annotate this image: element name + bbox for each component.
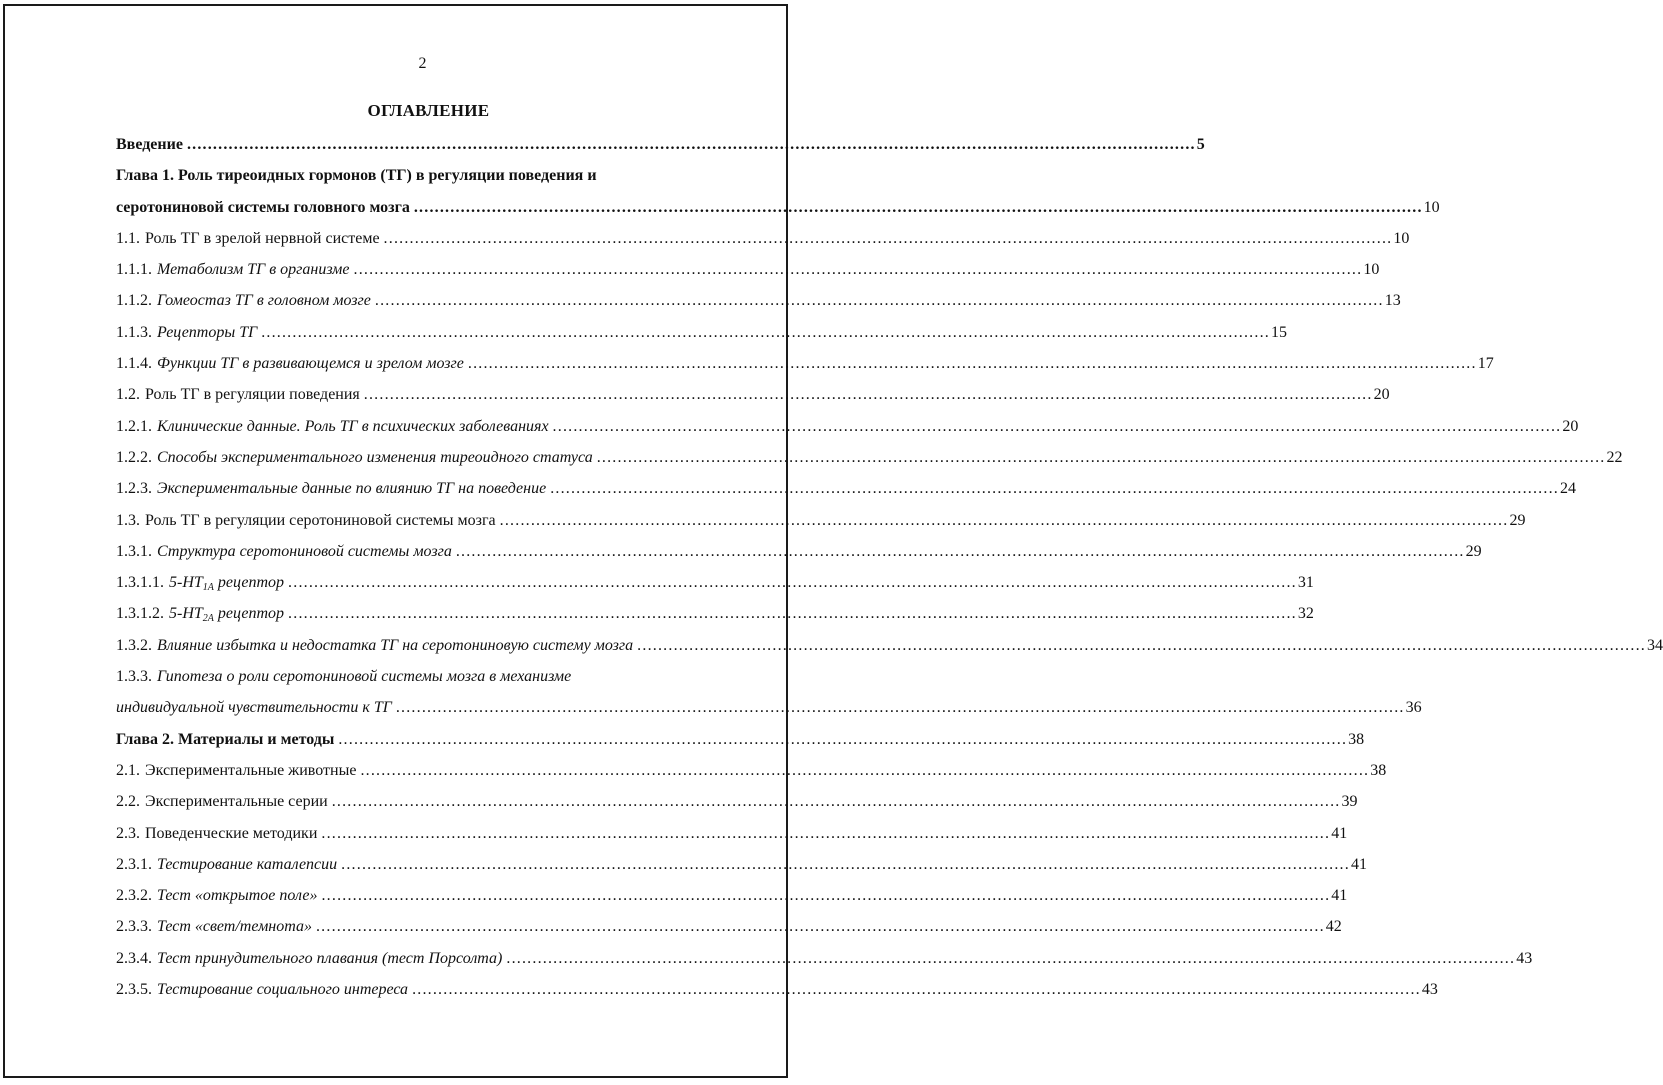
toc-entry-page: 32 — [1297, 605, 1314, 623]
toc-leader — [332, 786, 1341, 817]
toc-entry[interactable] — [116, 317, 1287, 348]
toc-entry-text: Клинические данные. Роль ТГ в психических заболеваниях — [157, 417, 549, 435]
toc-leader — [360, 755, 1369, 786]
toc-entry-page: 41 — [1331, 887, 1348, 905]
toc-entry-text: Тестирование каталепсии — [157, 855, 338, 873]
toc-entry-text: Тест «свет/темнота» — [157, 918, 312, 936]
receptor-name: 5-HT — [169, 574, 203, 592]
toc-entry-page: 29 — [1509, 511, 1526, 529]
toc-entry-text: Функции ТГ в развивающемся и зрелом мозге — [157, 355, 464, 373]
toc-entry-page: 34 — [1646, 636, 1663, 654]
receptor-subscript: 1A — [202, 582, 214, 594]
toc-leader — [354, 254, 1363, 285]
toc-leader — [550, 473, 1559, 504]
toc-entry[interactable] — [116, 567, 1314, 598]
toc-entry[interactable] — [116, 536, 1482, 567]
toc-entry-page: 42 — [1325, 918, 1342, 936]
toc-entry-text: Роль ТГ в зрелой нервной системе — [145, 229, 380, 247]
toc-leader — [316, 911, 1325, 942]
toc-entry-page: 17 — [1477, 355, 1494, 373]
toc-entry-number: 1.1.1. — [116, 261, 152, 279]
toc-entry[interactable] — [116, 692, 1422, 723]
toc-entry-text: Роль ТГ в регуляции серотониновой системы мозга — [145, 511, 496, 529]
toc-leader — [321, 818, 1330, 849]
toc-entry-text: Структура серотониновой системы мозга — [157, 542, 452, 560]
toc-leader — [456, 536, 1465, 567]
receptor-name: 5-HT — [169, 605, 203, 623]
toc-entry-text — [169, 598, 284, 629]
toc-entry-number: 1.3.1. — [116, 542, 152, 560]
toc-entry[interactable] — [116, 849, 1367, 880]
toc-entry-text: Тест принудительного плавания (тест Порсолта) — [157, 949, 503, 967]
toc-leader — [597, 442, 1606, 473]
toc-entry-number: 2.3.1. — [116, 855, 152, 873]
toc-entry-number: 1.2.3. — [116, 480, 152, 498]
toc-entry-page: 41 — [1331, 824, 1348, 842]
toc-leader — [412, 974, 1421, 1005]
toc-leader — [375, 285, 1384, 316]
toc-entry-number: 2.2. — [116, 793, 140, 811]
toc-entry[interactable] — [116, 818, 1348, 849]
toc-entry[interactable] — [116, 911, 1342, 942]
toc-entry-number: 1.3.1.2. — [116, 605, 164, 623]
document-page — [3, 4, 1663, 1078]
toc-entry-page: 15 — [1271, 323, 1287, 341]
toc-entry-number: 1.3. — [116, 511, 140, 529]
receptor-subscript: 2A — [202, 613, 214, 625]
toc-entry-number: 1.2. — [116, 386, 140, 404]
toc-entry[interactable] — [116, 505, 1526, 536]
toc-entry-page: 43 — [1421, 981, 1438, 999]
toc-leader — [261, 317, 1270, 348]
toc-entry-page: 13 — [1384, 292, 1401, 310]
toc-entry-text: Влияние избытка и недостатка ТГ на серотониновую систему мозга — [157, 636, 634, 654]
toc-entry-page: 29 — [1465, 542, 1482, 560]
toc-entry-page: 31 — [1297, 574, 1314, 592]
toc-entry-number: 2.3.3. — [116, 918, 152, 936]
toc-entry[interactable] — [116, 223, 1410, 254]
toc-entry-page: 43 — [1516, 949, 1533, 967]
toc-entry-number: 1.3.2. — [116, 636, 152, 654]
toc-title: ОГЛАВЛЕНИЕ — [367, 101, 490, 120]
toc-entry-text: Введение — [116, 136, 183, 153]
toc-leader — [341, 849, 1350, 880]
toc-entry-number: 1.1.3. — [116, 323, 152, 341]
toc-entry[interactable] — [116, 129, 1205, 160]
toc-entry-page: 39 — [1341, 793, 1358, 811]
toc-entry[interactable] — [116, 254, 1380, 285]
toc-leader — [637, 630, 1646, 661]
toc-entry-number: 2.3. — [116, 824, 140, 842]
toc-entry-number: 2.3.5. — [116, 981, 152, 999]
table-of-contents — [116, 129, 1663, 1005]
toc-entry-text: Гипотеза о роли серотониновой системы мозга в механизме — [157, 668, 572, 686]
toc-entry-text: индивидуальной чувствительности к ТГ — [116, 699, 392, 717]
toc-leader — [384, 223, 1393, 254]
toc-entry-page: 10 — [1393, 229, 1410, 247]
toc-entry-text: Экспериментальные серии — [145, 793, 328, 811]
toc-entry[interactable] — [116, 160, 764, 191]
toc-entry[interactable] — [116, 192, 1440, 223]
toc-entry-number: 1.1. — [116, 229, 140, 247]
toc-entry[interactable] — [116, 598, 1314, 629]
toc-entry[interactable] — [116, 880, 1348, 911]
toc-entry-text: Экспериментальные данные по влиянию ТГ на поведение — [157, 480, 547, 498]
toc-entry[interactable] — [116, 630, 1663, 661]
toc-entry[interactable] — [116, 786, 1358, 817]
receptor-suffix: рецептор — [213, 605, 285, 623]
toc-entry-number: 2.3.2. — [116, 887, 152, 905]
page-number: 2 — [418, 55, 427, 72]
toc-entry-text: Поведенческие методики — [145, 824, 318, 842]
toc-leader — [364, 379, 1373, 410]
toc-entry[interactable] — [116, 442, 1623, 473]
toc-leader — [288, 567, 1297, 598]
toc-entry-number: 2.3.4. — [116, 949, 152, 967]
toc-entry-number: 1.1.2. — [116, 292, 152, 310]
toc-entry[interactable] — [116, 974, 1438, 1005]
toc-entry-text: Роль ТГ в регуляции поведения — [145, 386, 360, 404]
toc-entry[interactable] — [116, 661, 764, 692]
toc-leader — [321, 880, 1330, 911]
toc-entry-page: 38 — [1370, 761, 1387, 779]
receptor-suffix: рецептор — [213, 574, 285, 592]
toc-entry-page: 41 — [1350, 855, 1367, 873]
toc-leader — [468, 348, 1477, 379]
toc-entry-number: 1.3.3. — [116, 668, 152, 686]
toc-entry-page: 20 — [1373, 386, 1390, 404]
toc-entry-number: 2.1. — [116, 761, 140, 779]
toc-entry-text: Экспериментальные животные — [145, 761, 357, 779]
toc-entry-text: Глава 1. Роль тиреоидных гормонов (ТГ) в регуляции поведения и — [116, 167, 597, 185]
toc-entry[interactable] — [116, 411, 1579, 442]
toc-entry-number: 1.1.4. — [116, 355, 152, 373]
toc-leader — [396, 692, 1405, 723]
toc-entry[interactable] — [116, 724, 1365, 755]
toc-entry-text: Способы экспериментального изменения тиреоидного статуса — [157, 448, 593, 466]
toc-entry-text: серотониновой системы головного мозга — [116, 198, 410, 216]
toc-entry-page: 22 — [1606, 448, 1623, 466]
toc-leader — [500, 505, 1509, 536]
toc-entry-text: Гомеостаз ТГ в головном мозге — [157, 292, 371, 310]
toc-entry[interactable] — [116, 943, 1533, 974]
toc-entry-page: 20 — [1562, 417, 1579, 435]
toc-entry[interactable] — [116, 348, 1494, 379]
toc-entry-text: Рецепторы ТГ — [157, 323, 258, 341]
toc-entry-page: 38 — [1348, 730, 1365, 748]
toc-entry[interactable] — [116, 755, 1387, 786]
toc-entry-text: Тестирование социального интереса — [157, 981, 409, 999]
toc-entry-page: 10 — [1423, 198, 1440, 216]
toc-entry[interactable] — [116, 473, 1576, 504]
toc-entry-number: 1.2.1. — [116, 417, 152, 435]
toc-entry-page: 10 — [1363, 261, 1380, 279]
toc-entry-number: 1.3.1.1. — [116, 574, 164, 592]
toc-entry-text: Тест «открытое поле» — [157, 887, 318, 905]
toc-entry-page: 36 — [1405, 699, 1422, 717]
toc-entry[interactable] — [116, 285, 1401, 316]
toc-leader — [414, 192, 1423, 223]
toc-entry[interactable] — [116, 379, 1390, 410]
toc-leader — [288, 598, 1297, 629]
toc-leader — [338, 724, 1347, 755]
toc-entry-text — [169, 567, 284, 598]
toc-leader — [187, 129, 1196, 160]
toc-entry-text: Глава 2. Материалы и методы — [116, 730, 335, 748]
toc-entry-page: 5 — [1196, 136, 1205, 153]
toc-entry-page: 24 — [1560, 480, 1576, 498]
toc-leader — [553, 411, 1562, 442]
toc-entry-text: Метаболизм ТГ в организме — [157, 261, 350, 279]
toc-entry-number: 1.2.2. — [116, 448, 152, 466]
toc-leader — [506, 943, 1515, 974]
